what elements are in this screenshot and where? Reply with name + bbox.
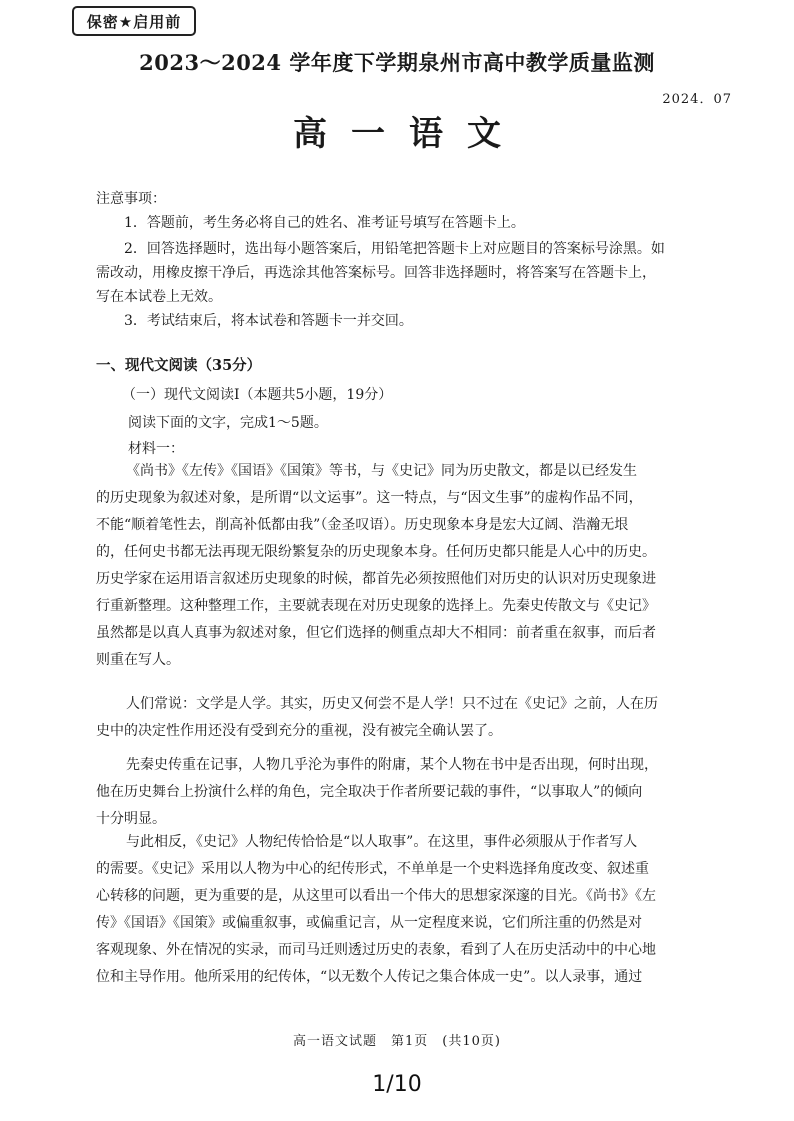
paragraph-line: 人们常说：文学是人学。其实，历史又何尝不是人学！只不过在《史记》之前，人在历 (126, 696, 658, 712)
notice-line: 1．答题前，考生务必将自己的姓名、准考证号填写在答题卡上。 (124, 215, 525, 231)
paragraph-line: 行重新整理。这种整理工作，主要就表现在对历史现象的选择上。先秦史传散文与《史记》 (96, 598, 656, 614)
confidential-stamp: 保密★启用前 (72, 6, 196, 36)
paragraph-line: 与此相反，《史记》人物纪传恰恰是“以人取事”。在这里，事件必须服从于作者写人 (126, 834, 638, 850)
sub-section-title: （一）现代文阅读Ⅰ（本题共5小题，19分） (122, 387, 393, 403)
notice-line: 3．考试结束后，将本试卷和答题卡一并交回。 (124, 313, 413, 329)
paragraph-line: 传》《国语》《国策》或偏重叙事，或偏重记言，从一定程度来说，它们所注重的仍然是对 (96, 915, 642, 931)
subject-title: 高一语文 (293, 114, 525, 154)
paragraph-line: 的，任何史书都无法再现无限纷繁复杂的历史现象本身。任何历史都只能是人心中的历史。 (96, 544, 656, 560)
paragraph-line: 则重在写人。 (96, 652, 180, 668)
paragraph-line: 《尚书》《左传》《国语》《国策》等书，与《史记》同为历史散文，都是以已经发生 (126, 463, 637, 479)
paragraph-line: 史中的决定性作用还没有受到充分的重视，没有被完全确认罢了。 (96, 723, 502, 739)
paragraph-line: 历史学家在运用语言叙述历史现象的时候，都首先必须按照他们对历史的认识对历史现象进 (96, 571, 656, 587)
paragraph (96, 458, 738, 674)
material-label: 材料一： (128, 441, 184, 457)
paragraph-line: 客观现象、外在情况的实录，而司马迁则透过历史的表象，看到了人在历史活动中的中心地 (96, 942, 656, 958)
paragraph (96, 752, 738, 833)
page-counter: 1/10 (372, 1072, 422, 1097)
exam-title: 2023～2024 学年度下学期泉州市高中教学质量监测 (139, 50, 655, 75)
notice-line: 2．回答选择题时，选出每小题答案后，用铅笔把答题卡上对应题目的答案标号涂黑。如 (124, 241, 665, 257)
paragraph-line: 的需要。《史记》采用以人物为中心的纪传形式，不单单是一个史料选择角度改变、叙述重 (96, 861, 649, 877)
paragraph-line: 不能“顺着笔性去，削高补低都由我”（金圣叹语）。历史现象本身是宏大辽阔、浩瀚无垠 (96, 517, 629, 533)
exam-date: 2024．07 (662, 92, 732, 107)
notice-line: 写在本试卷上无效。 (96, 289, 222, 305)
notice-line: 需改动，用橡皮擦干净后，再选涂其他答案标号。回答非选择题时，将答案写在答题卡上， (96, 265, 656, 281)
paragraph-line: 虽然都是以真人真事为叙述对象，但它们选择的侧重点却大不相同：前者重在叙事，而后者 (96, 625, 656, 641)
section-title: 一、现代文阅读（35分） (96, 357, 262, 374)
paragraph-line: 位和主导作用。他所采用的纪传体，“以无数个人传记之集合体成一史”。以人录事，通过 (96, 969, 643, 985)
paragraph (96, 829, 738, 991)
reading-instruction: 阅读下面的文字，完成1～5题。 (128, 415, 328, 431)
page-footer: 高一语文试题 第1页 (共10页) (293, 1034, 501, 1049)
paragraph (96, 691, 738, 745)
notice-heading: 注意事项： (96, 191, 166, 207)
paragraph-line: 的历史现象为叙述对象，是所谓“以文运事”。这一特点，与“因文生事”的虚构作品不同， (96, 490, 643, 506)
paragraph-line: 十分明显。 (96, 811, 166, 827)
paragraph-line: 他在历史舞台上扮演什么样的角色，完全取决于作者所要记载的事件，“以事取人”的倾向 (96, 784, 643, 800)
paragraph-line: 心转移的问题，更为重要的是，从这里可以看出一个伟大的思想家深邃的目光。《尚书》《左 (96, 888, 656, 904)
paragraph-line: 先秦史传重在记事，人物几乎沦为事件的附庸，某个人物在书中是否出现，何时出现， (126, 757, 658, 773)
